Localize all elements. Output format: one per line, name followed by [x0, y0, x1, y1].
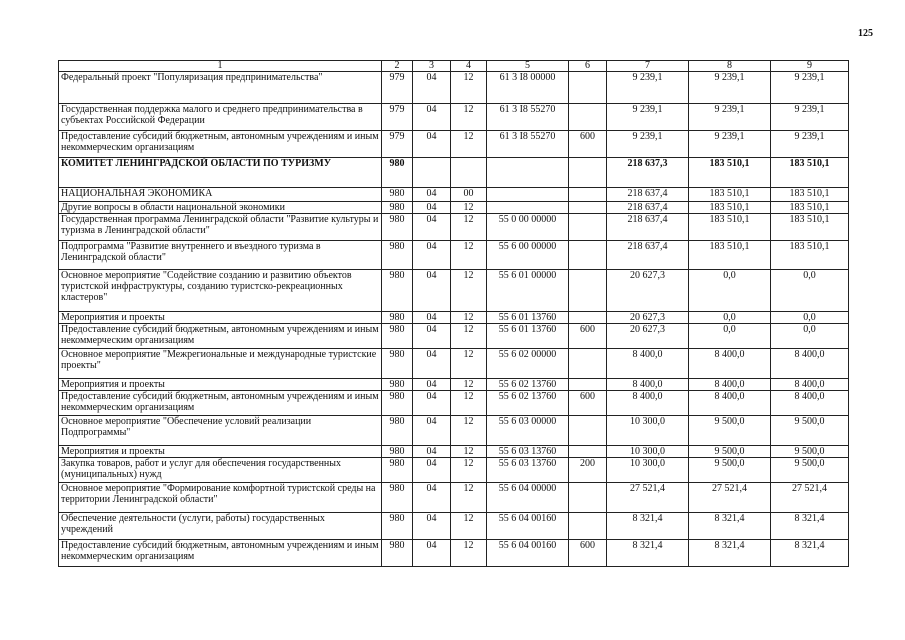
- subsection-code-cell: 12: [451, 72, 487, 104]
- row-name-cell: НАЦИОНАЛЬНАЯ ЭКОНОМИКА: [59, 188, 382, 202]
- table-row: [59, 158, 849, 188]
- expense-type-cell: 600: [569, 324, 607, 349]
- sum-year-2-cell: 9 239,1: [689, 104, 771, 131]
- section-code-cell: 04: [413, 379, 451, 391]
- sum-year-2-cell: 9 500,0: [689, 446, 771, 458]
- target-article-cell: 55 6 02 13760: [487, 391, 569, 416]
- sum-year-1-cell: 218 637,4: [607, 188, 689, 202]
- table-row: [59, 483, 849, 513]
- sum-year-1-cell: 9 239,1: [607, 131, 689, 158]
- table-row: [59, 214, 849, 241]
- table-row: [59, 349, 849, 379]
- sum-year-1-cell: 218 637,3: [607, 158, 689, 188]
- subsection-code-cell: 12: [451, 391, 487, 416]
- row-name-cell: Предоставление субсидий бюджетным, автономным учреждениям и иным некоммерческим организациям: [59, 324, 382, 349]
- row-name-cell: Основное мероприятие "Обеспечение условий реализации Подпрограммы": [59, 416, 382, 446]
- sum-year-3-cell: 8 400,0: [771, 391, 849, 416]
- table-row: [59, 324, 849, 349]
- sum-year-1-cell: 8 400,0: [607, 391, 689, 416]
- budget-table: [58, 60, 849, 567]
- section-code-cell: 04: [413, 483, 451, 513]
- target-article-cell: 55 6 04 00000: [487, 483, 569, 513]
- sum-year-3-cell: 183 510,1: [771, 214, 849, 241]
- sum-year-2-cell: 8 400,0: [689, 349, 771, 379]
- table-row: [59, 513, 849, 540]
- header-cell: 3: [413, 61, 451, 72]
- sum-year-2-cell: 183 510,1: [689, 241, 771, 270]
- section-code-cell: 04: [413, 349, 451, 379]
- table-row: [59, 104, 849, 131]
- expense-type-cell: [569, 446, 607, 458]
- row-name-cell: Основное мероприятие "Содействие созданию и развитию объектов туристской инфраструктуры, созданию туристско-рекреационных кластеров": [59, 270, 382, 312]
- sum-year-3-cell: 8 321,4: [771, 513, 849, 540]
- sum-year-1-cell: 20 627,3: [607, 270, 689, 312]
- target-article-cell: 55 6 00 00000: [487, 241, 569, 270]
- section-code-cell: 04: [413, 202, 451, 214]
- expense-type-cell: 600: [569, 131, 607, 158]
- section-code-cell: 04: [413, 458, 451, 483]
- header-cell: 9: [771, 61, 849, 72]
- target-article-cell: 55 6 04 00160: [487, 513, 569, 540]
- sum-year-1-cell: 218 637,4: [607, 202, 689, 214]
- sum-year-3-cell: 9 239,1: [771, 72, 849, 104]
- subsection-code-cell: 12: [451, 241, 487, 270]
- table-row: [59, 458, 849, 483]
- sum-year-2-cell: 8 321,4: [689, 540, 771, 567]
- sum-year-2-cell: 0,0: [689, 324, 771, 349]
- target-article-cell: 55 6 02 13760: [487, 379, 569, 391]
- subsection-code-cell: 12: [451, 483, 487, 513]
- target-article-cell: 61 3 I8 55270: [487, 131, 569, 158]
- target-article-cell: 55 6 03 00000: [487, 416, 569, 446]
- sum-year-3-cell: 8 400,0: [771, 379, 849, 391]
- page-number: 125: [858, 28, 873, 39]
- section-code-cell: 04: [413, 72, 451, 104]
- row-name-cell: Основное мероприятие "Межрегиональные и международные туристские проекты": [59, 349, 382, 379]
- row-name-cell: Другие вопросы в области национальной экономики: [59, 202, 382, 214]
- expense-type-cell: 600: [569, 391, 607, 416]
- sum-year-2-cell: 9 500,0: [689, 416, 771, 446]
- sum-year-2-cell: 0,0: [689, 312, 771, 324]
- subsection-code-cell: 12: [451, 214, 487, 241]
- section-code-cell: 04: [413, 513, 451, 540]
- grbs-code-cell: 980: [382, 458, 413, 483]
- expense-type-cell: [569, 483, 607, 513]
- subsection-code-cell: 12: [451, 379, 487, 391]
- expense-type-cell: 600: [569, 540, 607, 567]
- expense-type-cell: [569, 349, 607, 379]
- grbs-code-cell: 979: [382, 72, 413, 104]
- expense-type-cell: [569, 416, 607, 446]
- row-name-cell: Государственная программа Ленинградской области "Развитие культуры и туризма в Ленинградской области": [59, 214, 382, 241]
- sum-year-3-cell: 9 500,0: [771, 446, 849, 458]
- expense-type-cell: [569, 241, 607, 270]
- table-row: [59, 416, 849, 446]
- row-name-cell: Предоставление субсидий бюджетным, автономным учреждениям и иным некоммерческим организациям: [59, 540, 382, 567]
- sum-year-1-cell: 218 637,4: [607, 214, 689, 241]
- grbs-code-cell: 979: [382, 104, 413, 131]
- subsection-code-cell: 12: [451, 202, 487, 214]
- sum-year-2-cell: 8 321,4: [689, 513, 771, 540]
- sum-year-3-cell: 183 510,1: [771, 158, 849, 188]
- table-row: [59, 188, 849, 202]
- sum-year-2-cell: 183 510,1: [689, 202, 771, 214]
- sum-year-2-cell: 27 521,4: [689, 483, 771, 513]
- grbs-code-cell: 980: [382, 379, 413, 391]
- grbs-code-cell: 979: [382, 131, 413, 158]
- expense-type-cell: [569, 158, 607, 188]
- grbs-code-cell: 980: [382, 513, 413, 540]
- header-cell: 5: [487, 61, 569, 72]
- header-cell: 8: [689, 61, 771, 72]
- sum-year-3-cell: 0,0: [771, 324, 849, 349]
- target-article-cell: 55 6 03 13760: [487, 446, 569, 458]
- section-code-cell: 04: [413, 446, 451, 458]
- grbs-code-cell: 980: [382, 416, 413, 446]
- subsection-code-cell: 00: [451, 188, 487, 202]
- subsection-code-cell: 12: [451, 131, 487, 158]
- target-article-cell: 55 6 02 00000: [487, 349, 569, 379]
- sum-year-3-cell: 9 500,0: [771, 458, 849, 483]
- section-code-cell: 04: [413, 540, 451, 567]
- grbs-code-cell: 980: [382, 188, 413, 202]
- grbs-code-cell: 980: [382, 158, 413, 188]
- section-code-cell: 04: [413, 104, 451, 131]
- subsection-code-cell: 12: [451, 270, 487, 312]
- grbs-code-cell: 980: [382, 214, 413, 241]
- row-name-cell: Мероприятия и проекты: [59, 312, 382, 324]
- header-cell: 4: [451, 61, 487, 72]
- row-name-cell: Обеспечение деятельности (услуги, работы) государственных учреждений: [59, 513, 382, 540]
- subsection-code-cell: 12: [451, 540, 487, 567]
- header-cell: 1: [59, 61, 382, 72]
- section-code-cell: 04: [413, 188, 451, 202]
- sum-year-1-cell: 9 239,1: [607, 104, 689, 131]
- sum-year-2-cell: 9 239,1: [689, 72, 771, 104]
- table-row: [59, 391, 849, 416]
- row-name-cell: Предоставление субсидий бюджетным, автономным учреждениям и иным некоммерческим организациям: [59, 391, 382, 416]
- row-name-cell: Подпрограмма "Развитие внутреннего и въездного туризма в Ленинградской области": [59, 241, 382, 270]
- sum-year-1-cell: 218 637,4: [607, 241, 689, 270]
- target-article-cell: 55 0 00 00000: [487, 214, 569, 241]
- expense-type-cell: [569, 202, 607, 214]
- expense-type-cell: [569, 270, 607, 312]
- sum-year-1-cell: 10 300,0: [607, 416, 689, 446]
- expense-type-cell: [569, 72, 607, 104]
- sum-year-2-cell: 8 400,0: [689, 391, 771, 416]
- sum-year-2-cell: 9 500,0: [689, 458, 771, 483]
- sum-year-2-cell: 8 400,0: [689, 379, 771, 391]
- target-article-cell: 61 3 I8 55270: [487, 104, 569, 131]
- expense-type-cell: [569, 513, 607, 540]
- row-name-cell: Государственная поддержка малого и среднего предпринимательства в субъектах Российской Федерации: [59, 104, 382, 131]
- table-body: [59, 72, 849, 567]
- target-article-cell: 55 6 01 13760: [487, 324, 569, 349]
- section-code-cell: 04: [413, 391, 451, 416]
- grbs-code-cell: 980: [382, 349, 413, 379]
- target-article-cell: [487, 158, 569, 188]
- sum-year-1-cell: 20 627,3: [607, 324, 689, 349]
- target-article-cell: 61 3 I8 00000: [487, 72, 569, 104]
- subsection-code-cell: 12: [451, 324, 487, 349]
- sum-year-1-cell: 8 321,4: [607, 540, 689, 567]
- table-row: [59, 72, 849, 104]
- section-code-cell: 04: [413, 416, 451, 446]
- sum-year-1-cell: 9 239,1: [607, 72, 689, 104]
- expense-type-cell: [569, 214, 607, 241]
- row-name-cell: Федеральный проект "Популяризация предпринимательства": [59, 72, 382, 104]
- grbs-code-cell: 980: [382, 270, 413, 312]
- sum-year-1-cell: 8 400,0: [607, 349, 689, 379]
- sum-year-3-cell: 27 521,4: [771, 483, 849, 513]
- sum-year-3-cell: 9 239,1: [771, 131, 849, 158]
- subsection-code-cell: 12: [451, 104, 487, 131]
- section-code-cell: 04: [413, 241, 451, 270]
- target-article-cell: [487, 202, 569, 214]
- row-name-cell: Мероприятия и проекты: [59, 379, 382, 391]
- sum-year-1-cell: 20 627,3: [607, 312, 689, 324]
- table-row: [59, 540, 849, 567]
- expense-type-cell: [569, 379, 607, 391]
- sum-year-2-cell: 183 510,1: [689, 158, 771, 188]
- target-article-cell: [487, 188, 569, 202]
- table-row: [59, 131, 849, 158]
- table-row: [59, 270, 849, 312]
- sum-year-1-cell: 8 321,4: [607, 513, 689, 540]
- section-code-cell: [413, 158, 451, 188]
- header-cell: 2: [382, 61, 413, 72]
- subsection-code-cell: [451, 158, 487, 188]
- sum-year-3-cell: 9 239,1: [771, 104, 849, 131]
- section-code-cell: 04: [413, 131, 451, 158]
- header-cell: 7: [607, 61, 689, 72]
- grbs-code-cell: 980: [382, 202, 413, 214]
- table-row: [59, 202, 849, 214]
- subsection-code-cell: 12: [451, 312, 487, 324]
- subsection-code-cell: 12: [451, 446, 487, 458]
- target-article-cell: 55 6 03 13760: [487, 458, 569, 483]
- sum-year-2-cell: 183 510,1: [689, 214, 771, 241]
- header-row: [59, 61, 849, 72]
- grbs-code-cell: 980: [382, 241, 413, 270]
- subsection-code-cell: 12: [451, 349, 487, 379]
- sum-year-3-cell: 183 510,1: [771, 202, 849, 214]
- expense-type-cell: [569, 188, 607, 202]
- sum-year-3-cell: 183 510,1: [771, 188, 849, 202]
- target-article-cell: 55 6 04 00160: [487, 540, 569, 567]
- subsection-code-cell: 12: [451, 458, 487, 483]
- target-article-cell: 55 6 01 13760: [487, 312, 569, 324]
- subsection-code-cell: 12: [451, 416, 487, 446]
- grbs-code-cell: 980: [382, 324, 413, 349]
- grbs-code-cell: 980: [382, 483, 413, 513]
- table-row: [59, 312, 849, 324]
- sum-year-2-cell: 9 239,1: [689, 131, 771, 158]
- sum-year-3-cell: 9 500,0: [771, 416, 849, 446]
- sum-year-3-cell: 8 400,0: [771, 349, 849, 379]
- sum-year-2-cell: 183 510,1: [689, 188, 771, 202]
- table-row: [59, 446, 849, 458]
- sum-year-3-cell: 0,0: [771, 312, 849, 324]
- section-code-cell: 04: [413, 312, 451, 324]
- sum-year-1-cell: 27 521,4: [607, 483, 689, 513]
- section-code-cell: 04: [413, 214, 451, 241]
- table-row: [59, 379, 849, 391]
- expense-type-cell: [569, 312, 607, 324]
- sum-year-1-cell: 8 400,0: [607, 379, 689, 391]
- target-article-cell: 55 6 01 00000: [487, 270, 569, 312]
- section-code-cell: 04: [413, 270, 451, 312]
- sum-year-3-cell: 183 510,1: [771, 241, 849, 270]
- row-name-cell: Предоставление субсидий бюджетным, автономным учреждениям и иным некоммерческим организациям: [59, 131, 382, 158]
- row-name-cell: Закупка товаров, работ и услуг для обеспечения государственных (муниципальных) нужд: [59, 458, 382, 483]
- row-name-cell: КОМИТЕТ ЛЕНИНГРАДСКОЙ ОБЛАСТИ ПО ТУРИЗМУ: [59, 158, 382, 188]
- section-code-cell: 04: [413, 324, 451, 349]
- grbs-code-cell: 980: [382, 312, 413, 324]
- row-name-cell: Мероприятия и проекты: [59, 446, 382, 458]
- subsection-code-cell: 12: [451, 513, 487, 540]
- sum-year-1-cell: 10 300,0: [607, 458, 689, 483]
- sum-year-1-cell: 10 300,0: [607, 446, 689, 458]
- grbs-code-cell: 980: [382, 540, 413, 567]
- grbs-code-cell: 980: [382, 446, 413, 458]
- sum-year-3-cell: 0,0: [771, 270, 849, 312]
- sum-year-3-cell: 8 321,4: [771, 540, 849, 567]
- expense-type-cell: 200: [569, 458, 607, 483]
- grbs-code-cell: 980: [382, 391, 413, 416]
- expense-type-cell: [569, 104, 607, 131]
- header-cell: 6: [569, 61, 607, 72]
- table-row: [59, 241, 849, 270]
- row-name-cell: Основное мероприятие "Формирование комфортной туристской среды на территории Ленинградской области": [59, 483, 382, 513]
- sum-year-2-cell: 0,0: [689, 270, 771, 312]
